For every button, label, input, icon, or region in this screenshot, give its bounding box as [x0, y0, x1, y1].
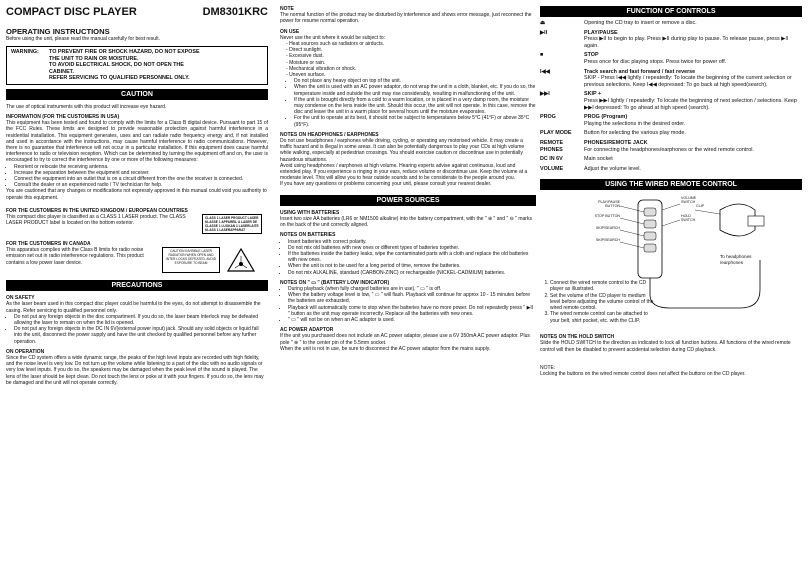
play-pause-icon: ▶II — [540, 29, 548, 36]
list-item: • Do not put any foreign objects in the disc compartment. If you do so, the laser beam interlock may be defeated allowing the laser to remain on when the lid is opened. — [14, 314, 268, 326]
power-sources-bar: POWER SOURCES — [280, 195, 536, 206]
control-description — [584, 130, 802, 137]
control-description — [584, 69, 802, 89]
headphones-title: NOTES ON HEADPHONES / EARPHONES — [280, 131, 379, 138]
list-item: 2. Set the volume of the CD player to medium level before adjusting the volume control of the wired remote control. — [550, 293, 656, 312]
control-description — [584, 114, 802, 127]
document-title: COMPACT DISC PLAYER — [6, 6, 137, 18]
list-item: - Moisture or rain. — [286, 60, 536, 66]
control-row — [540, 20, 802, 27]
warning-line: CABINET. — [49, 68, 74, 75]
list-item: • Do not mix ALKALINE, standard (CARBON-ZINC) or rechargeable (NICKEL-CADMIUM) batteries. — [288, 270, 536, 276]
hold-switch-title: NOTES ON THE HOLD SWITCH — [540, 334, 615, 341]
list-item: • If the unit is brought directly from a cold to a warm location, or is placed in a very damp room, the moisture may condense on the lens inside the unit. Should this occur, the unit will not operate. In this case, remove the disc and leave the unit in a warm place for several hours until the moisture evaporates. — [294, 97, 536, 116]
canada-title: FOR THE CUSTOMERS IN CANADA — [6, 240, 91, 247]
safety-text: As the laser beam used in this compact disc player could be harmful to the eyes, do not attempt to disassemble the casing. Refer servicing to qualified personnel only. — [6, 301, 261, 314]
warning-label: WARNING: — [11, 49, 39, 56]
play-pause-button-label: PLAY/PAUSE BUTTON — [598, 200, 620, 209]
remote-note-text: Locking the buttons on the wired remote control does not affect the buttons on the CD player. — [540, 371, 746, 378]
skip-back-icon: I◀◀ — [540, 68, 550, 75]
operation-text: Since the CD system offers a wide dynamic range, the peaks of the high level inputs are recorded with high fidelity, and the noise level is very low. Do not turn up the volume while listening to a part of the disc with no audio signals or very low level inputs. If you do so, the speakers may be damaged when the peak level of the sound is played. The lens of the laser should be kept clean. Do not touch the lens or poke at it with your fingers. If you do so, the lens may be damaged and the unit will not operate correctly. — [6, 354, 264, 386]
op-instructions-title: OPERATING INSTRUCTIONS — [6, 27, 110, 36]
list-item: - Direct sunlight. — [286, 47, 536, 53]
ac-adaptor-title: AC POWER ADAPTOR — [280, 327, 334, 334]
skip-search-label: SKIP/SEARCH — [595, 226, 620, 231]
control-description — [584, 30, 802, 50]
play-mode-label: PLAY MODE — [540, 130, 572, 137]
hold-switch-label: HOLD SWITCH — [681, 214, 696, 223]
battery-low-title: NOTES ON " ▭ " (BATTERY LOW INDICATOR) — [280, 279, 390, 286]
list-item: - Uneven surface. — [286, 72, 536, 78]
headphones-text-2: Avoid using headphones / earphones at high volume. Hearing experts advise against continuous, loud and extended play. If you experience a ringing in your ears, reduce volume or discontinue use. Keep the volume at a moderate level. This will allow you to hear outside sounds and to be considerate to the people around you. — [280, 162, 528, 182]
prog-label: PROG — [540, 114, 556, 121]
warning-line: THE UNIT TO RAIN OR MOISTURE. — [49, 55, 139, 62]
control-text: Press ▶II to begin to play. Press ▶II during play to pause. To release pause, press ▶II again. — [584, 36, 789, 49]
control-description — [584, 156, 802, 163]
warning-line: REFER SERVICING TO QUALIFIED PERSONNEL ONLY. — [49, 75, 190, 82]
stop-icon: ■ — [540, 52, 544, 59]
control-title: PHONES/REMOTE JACK — [584, 139, 648, 146]
list-item: • For the unit to operate at its best, it should not be subject to temperatures below 5°C (41°F) or above 35°C (95°F). — [294, 115, 536, 127]
dc-in-label: DC IN 6V — [540, 156, 563, 163]
precautions-bar: PRECAUTIONS — [6, 280, 268, 291]
list-item: • When the battery voltage level is low, " ▭ " will flash. Playback will continue for approx 10 - 15 minutes before the batteries are exhausted. — [288, 292, 536, 304]
control-title: PROG (Program) — [584, 114, 628, 121]
control-text: For connecting the headphones/earphones or the wired remote control. — [584, 146, 754, 153]
remote-note-title: NOTE: — [540, 364, 556, 371]
volume-label: VOLUME — [540, 165, 564, 172]
control-row — [540, 69, 802, 89]
control-text: Main socket — [584, 156, 613, 163]
control-description — [584, 166, 802, 173]
control-text: Opening the CD tray to insert or remove a disc. — [584, 20, 697, 26]
control-description — [584, 20, 802, 27]
list-item: • Do not mix old batteries with new ones or different types of batteries together. — [288, 245, 536, 251]
control-description — [584, 140, 802, 153]
use-dash-list — [280, 41, 536, 78]
list-item: • Consult the dealer or an experienced radio / TV technician for help. — [14, 182, 268, 188]
list-item: • Increase the separation between the equipment and receiver. — [14, 170, 268, 176]
operation-title: ON OPERATION — [6, 348, 45, 355]
control-title: STOP — [584, 52, 599, 59]
list-item: • During playback (when fully charged batteries are in use), " ▭ " is off. — [288, 286, 536, 292]
control-title: PLAY/PAUSE — [584, 29, 618, 36]
control-text: Button for selecting the various play mode. — [584, 130, 686, 137]
list-item: 3. The wired remote control can be attached to your belt, shirt pocket, etc. with the CLIP. — [550, 311, 656, 323]
use-text: Never use the unit where it would be subject to: — [280, 34, 386, 41]
use-title: ON USE — [280, 28, 300, 35]
ac-adaptor-text: If the unit you purchased does not include an AC power adaptor, please use a 6V 350mA AC power adaptor. Plus pole " ⊕ " to the center pin of the 5.5mm socket. — [280, 333, 530, 346]
skip-forward-icon: ▶▶I — [540, 91, 550, 98]
volume-switch-label: VOLUME SWITCH — [681, 196, 697, 205]
safety-bullets — [6, 314, 268, 345]
control-row — [540, 130, 802, 137]
hold-switch-text: Slide the HOLD SWITCH to the direction as indicated to lock all function buttons. All functions of the wired remote control will then be disabled to prevent accidental selection during CD playback. — [540, 340, 791, 353]
warning-line: TO AVOID ELECTRICAL SHOCK, DO NOT OPEN THE — [49, 62, 184, 69]
us-info-title: INFORMATION (FOR THE CUSTOMERS IN USA) — [6, 113, 120, 120]
uk-title: FOR THE CUSTOMERS IN THE UNITED KINGDOM / EUROPEAN COUNTRIES — [6, 207, 188, 214]
control-text: Adjust the volume level. — [584, 165, 641, 172]
list-item: • Do not put any foreign objects in the DC IN 6V(external power input) jack. Should any solid objects or liquid fall into the unit, disconnect the power supply and have the unit checked by qualified personnel before any further operation. — [14, 326, 268, 345]
remote-illustration — [540, 190, 802, 324]
control-title: Track search and fast forward / fast reverse — [584, 68, 696, 75]
control-text: Playing the selections in the desired order. — [584, 120, 686, 127]
battery-notes-title: NOTES ON BATTERIES — [280, 232, 336, 239]
control-row — [540, 52, 802, 65]
caution-text: The use of optical instruments with this product will increase eye hazard. — [6, 103, 167, 110]
control-row — [540, 30, 802, 50]
us-info-text: This equipment has been tested and found to comply with the limits for a Class B digital device. Pursuant to part 15 of the FCC Rules. These limits are designed to provide reasonable protection against harmful interference in a residential installation. This equipment generates, uses and can radiate radio frequency energy and, if not installed and used in accordance with the instructions, may cause harmful interference to radio communications. However, there is no guarantee that interference will not occur in a particular installation. If this equipment does cause harmful interference to radio or television reception. Which can be determined by turning the equipment off and on, the user is encouraged to try to correct the interference by one or more of the following measures: — [6, 120, 268, 164]
control-row — [540, 166, 802, 173]
control-row — [540, 91, 802, 111]
list-item: 1. Connect the wired remote control to the CD player as illustrated. — [550, 280, 656, 292]
control-row — [540, 140, 802, 153]
batteries-title: USING WITH BATTERIES — [280, 209, 340, 216]
note-title: NOTE — [280, 6, 294, 12]
column-middle — [280, 6, 536, 352]
op-intro: Before using the unit, please read the manual carefully for best result. — [6, 36, 160, 42]
laser-warning-icon — [226, 247, 256, 273]
list-item: • When the unit is used with an AC power adaptor, do not wrap the unit in a cloth, blanket, etc. If you do so, the temperature inside and outside the unit may rise considerably, resulting in malfunctioning of the unit. — [294, 84, 536, 96]
control-text: Press once for disc playing stops. Press twice for power off. — [584, 58, 727, 65]
to-headphones-label: To headphones /earphones — [720, 254, 752, 265]
headphones-text-3: If you have any questions or problems concerning your unit, please consult your nearest dealer. — [280, 181, 492, 188]
remote-steps — [540, 280, 656, 323]
control-row — [540, 156, 802, 163]
list-item: • Do not place any heavy object on top of the unit. — [294, 78, 536, 84]
skip-search-label: SKIP/SEARCH — [595, 238, 620, 243]
control-description — [584, 52, 802, 65]
battery-low-notes — [280, 286, 536, 323]
eject-icon: ⏏ — [540, 20, 546, 26]
list-item: • If the batteries inside the battery leaks, wipe the contaminated parts with a cloth and replace the old batteries with new ones. — [288, 251, 536, 263]
list-item: • " ▭ " will not be on when an AC adaptor is used. — [288, 317, 536, 323]
batteries-text: Insert two size AA batteries (LR6 or NM1500 alkaline) into the battery compartment, with the " ⊕ " and " ⊖ " marks on the back of the unit correctly aligned. — [280, 215, 532, 229]
list-item: - Heat sources such as radiators or airducts. — [286, 41, 536, 47]
caution-radiation-label: CAUTION INVISIBLE LASER RADIATION WHEN OPEN AND INTER LOCKS DEFEATED. AVOID EXPOSURE TO BEAM — [162, 247, 220, 273]
control-row — [540, 114, 802, 127]
header — [6, 6, 268, 20]
list-item: - Excessive dust. — [286, 53, 536, 59]
controls-bar: FUNCTION OF CONTROLS — [540, 6, 802, 17]
safety-title: ON SAFETY — [6, 295, 35, 302]
remote-bar: USING THE WIRED REMOTE CONTROL — [540, 179, 802, 190]
ac-adaptor-text-2: When the unit is not in use, be sure to disconnect the AC power adaptor from the mains supply. — [280, 345, 491, 352]
model-number: DM8301KRC — [202, 6, 268, 18]
clip-label: CLIP — [696, 204, 704, 209]
warning-box — [6, 46, 268, 85]
battery-notes — [280, 239, 536, 276]
list-item: • Reorient or relocate the receiving antenna. — [14, 164, 268, 170]
control-description — [584, 91, 802, 111]
use-bullets — [280, 78, 536, 128]
headphones-text: Do not use headphones / earphones while driving, cycling, or operating any motorised vehicle. It may create a traffic hazard and is illegal in some areas. It can also be potentially dangerous to play your CDs at high volume while walking, especially at pedestrian crossings. You should exercise caution or discontinue use in potentially hazardous situations. — [280, 138, 525, 163]
laser-class-label: CLASS 1 LASER PRODUCT LASER KLASSE 1 APPAREIL A LASER DE CLASSE 1 LUOKAN 1 LASERLAITE KLASS 1 LASERAPPARAT — [202, 214, 262, 234]
control-text: Press ▶▶I lightly / repeatedly: To locate the beginning of next selection / selections. Keep ▶▶I depressed: To go ahead at high speed (search). — [584, 97, 797, 111]
control-text: SKIP - Press I◀◀ lightly / repeatedly: To locate the beginning of the current selection or previous selections. Keep I◀◀ depressed: To go back at high speed(search). — [584, 75, 792, 88]
canada-text: This apparatus complies with the Class B limits for radio noise emission set out in radio interference regulations. This product contains a low power laser device. — [6, 247, 144, 266]
us-end-text: You are cautioned that any changes or modifications not expressly approved in this manual could void you authority to operate this equipment. — [6, 188, 267, 201]
list-item: • Playback will automatically come to stop when the batteries have no more power. Do not repeatedly press " ▶II " button as the unit may operate incorrectly. Replace all the batteries with new ones. — [288, 305, 536, 317]
stop-button-label: STOP BUTTON — [594, 214, 620, 219]
control-title: SKIP + — [584, 91, 602, 98]
list-item: - Mechanical vibration or shock. — [286, 66, 536, 72]
column-left — [6, 6, 268, 386]
us-bullets — [6, 164, 268, 189]
caution-bar: CAUTION — [6, 89, 268, 100]
warning-line: TO PREVENT FIRE OR SHOCK HAZARD, DO NOT EXPOSE — [49, 49, 200, 56]
list-item: • Insert batteries with correct polarity. — [288, 239, 536, 245]
remote-phones-label: REMOTE PHONES — [540, 139, 564, 153]
list-item: • When the unit is not to be used for a long period of time, remove the batteries. — [288, 263, 536, 269]
list-item: • Connect the equipment into an outlet that is on a circuit different from the one the receiver is connected. — [14, 176, 268, 182]
column-right — [540, 6, 802, 377]
controls-list — [540, 20, 802, 172]
note-text: The normal function of the product may be disturbed by interference and shows error message, just reconnect the power for resume normal operation. — [280, 12, 532, 25]
uk-text: This compact disc player is classified as a CLASS 1 LASER product. The CLASS LASER PRODUCT label is located on the bottom exterior. — [6, 213, 186, 227]
